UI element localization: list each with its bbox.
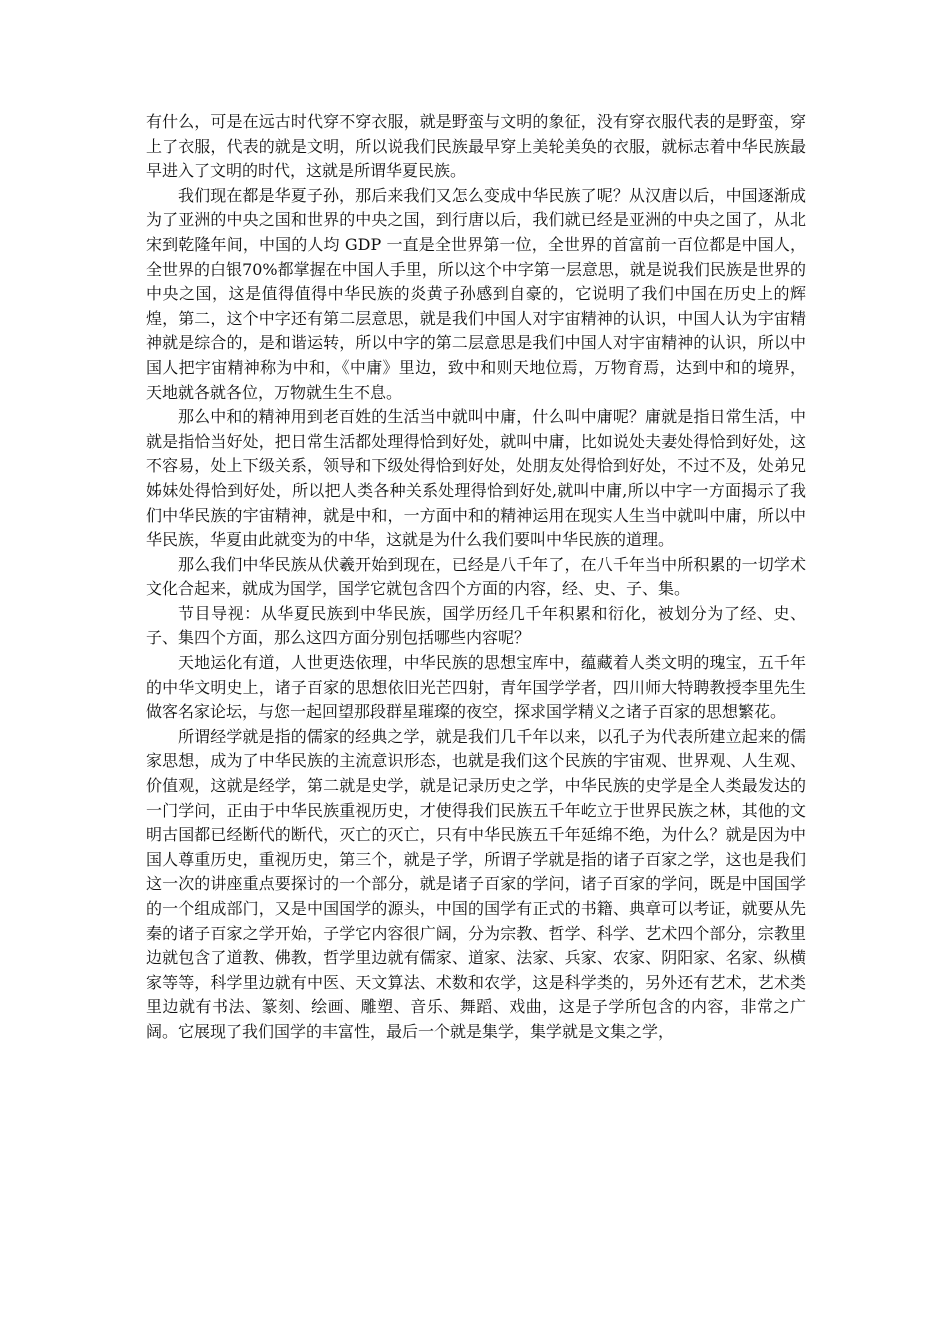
paragraph-huaxia-to-zhonghua: 我们现在都是华夏子孙，那后来我们又怎么变成中华民族了呢？从汉唐以后，中国逐渐成为了亚洲的中央之国和世界的中央之国，到行唐以后，我们就已经是亚洲的中央之国了，从北宋到乾隆年间，中国的人均 GDP 一直是全世界第一位，全世界的首富前一百位都是中国人，全世界的白银70%都掌握在中国人手里，所以这个中字第一层意思，就是说我们民族是世界的中央之国，这是值得值得中华民族的炎黄子孙感到自豪的，它说明了我们中国在历史上的辉煌，第二，这个中字还有第二层意思，就是我们中国人对宇宙精神的认识，中国人认为宇宙精神就是综合的，是和谐运转，所以中字的第二层意思是我们中国人对宇宙精神的认识，所以中国人把宇宙精神称为中和，《中庸》里边，致中和则天地位焉，万物育焉，达到中和的境界，天地就各就各位，万物就生生不息。 (146, 185, 806, 402)
paragraph-continuation: 有什么，可是在远古时代穿不穿衣服，就是野蛮与文明的象征，没有穿衣服代表的是野蛮，穿上了衣服，代表的就是文明，所以说我们民族最早穿上美轮美奂的衣服，就标志着中华民族最早进入了文明的时代，这就是所谓华夏民族。 (146, 112, 806, 181)
paragraph-guoxue: 那么我们中华民族从伏羲开始到现在，已经是八千年了，在八千年当中所积累的一切学术文化合起来，就成为国学，国学它就包含四个方面的内容，经、史、子、集。 (146, 554, 806, 599)
paragraph-intro: 天地运化有道，人世更迭依理，中华民族的思想宝库中，蕴藏着人类文明的瑰宝，五千年的中华文明史上，诸子百家的思想依旧光芒四射，青年国学学者，四川师大特聘教授李里先生做客名家论坛，与您一起回望那段群星璀璨的夜空，探求国学精义之诸子百家的思想繁花。 (146, 653, 806, 722)
paragraph-zhongyong: 那么中和的精神用到老百姓的生活当中就叫中庸，什么叫中庸呢？庸就是指日常生活，中就是指恰当好处，把日常生活都处理得恰到好处，就叫中庸，比如说处夫妻处得恰到好处，这不容易，处上下级关系，领导和下级处得恰到好处，处朋友处得恰到好处，不过不及，处弟兄姊妹处得恰到好处，所以把人类各种关系处理得恰到好处,就叫中庸,所以中字一方面揭示了我们中华民族的宇宙精神，就是中和，一方面中和的精神运用在现实人生当中就叫中庸，所以中华民族，华夏由此就变为的中华，这就是为什么我们要叫中华民族的道理。 (146, 407, 806, 550)
document-body (146, 110, 806, 1045)
paragraph-jing-shi-zi-ji: 所谓经学就是指的儒家的经典之学，就是我们几千年以来，以孔子为代表所建立起来的儒家思想，成为了中华民族的主流意识形态，也就是我们这个民族的宇宙观、世界观、人生观、价值观，这就是经学，第二就是史学，就是记录历史之学，中华民族的史学是全人类最发达的一门学问，正由于中华民族重视历史，才使得我们民族五千年屹立于世界民族之林，其他的文明古国都已经断代的断代，灭亡的灭亡，只有中华民族五千年延绵不绝，为什么？就是因为中国人尊重历史，重视历史，第三个，就是子学，所谓子学就是指的诸子百家之学，这也是我们这一次的讲座重点要探讨的一个部分，就是诸子百家的学问，诸子百家的学问，既是中国国学的一个组成部门，又是中国国学的源头，中国的国学有正式的书籍、典章可以考证，就要从先秦的诸子百家之学开始，子学它内容很广阔，分为宗教、哲学、科学、艺术四个部分，宗教里边就包含了道教、佛教，哲学里边就有儒家、道家、法家、兵家、农家、阴阳家、名家、纵横家等等，科学里边就有中医、天文算法、术数和农学，这是科学类的，另外还有艺术，艺术类里边就有书法、篆刻、绘画、雕塑、音乐、舞蹈、戏曲，这是子学所包含的内容，非常之广阔。它展现了我们国学的丰富性，最后一个就是集学，集学就是文集之学， (146, 726, 806, 1041)
paragraph-program-guide: 节目导视：从华夏民族到中华民族，国学历经几千年积累和衍化，被划分为了经、史、子、集四个方面，那么这四方面分别包括哪些内容呢？ (146, 603, 806, 648)
